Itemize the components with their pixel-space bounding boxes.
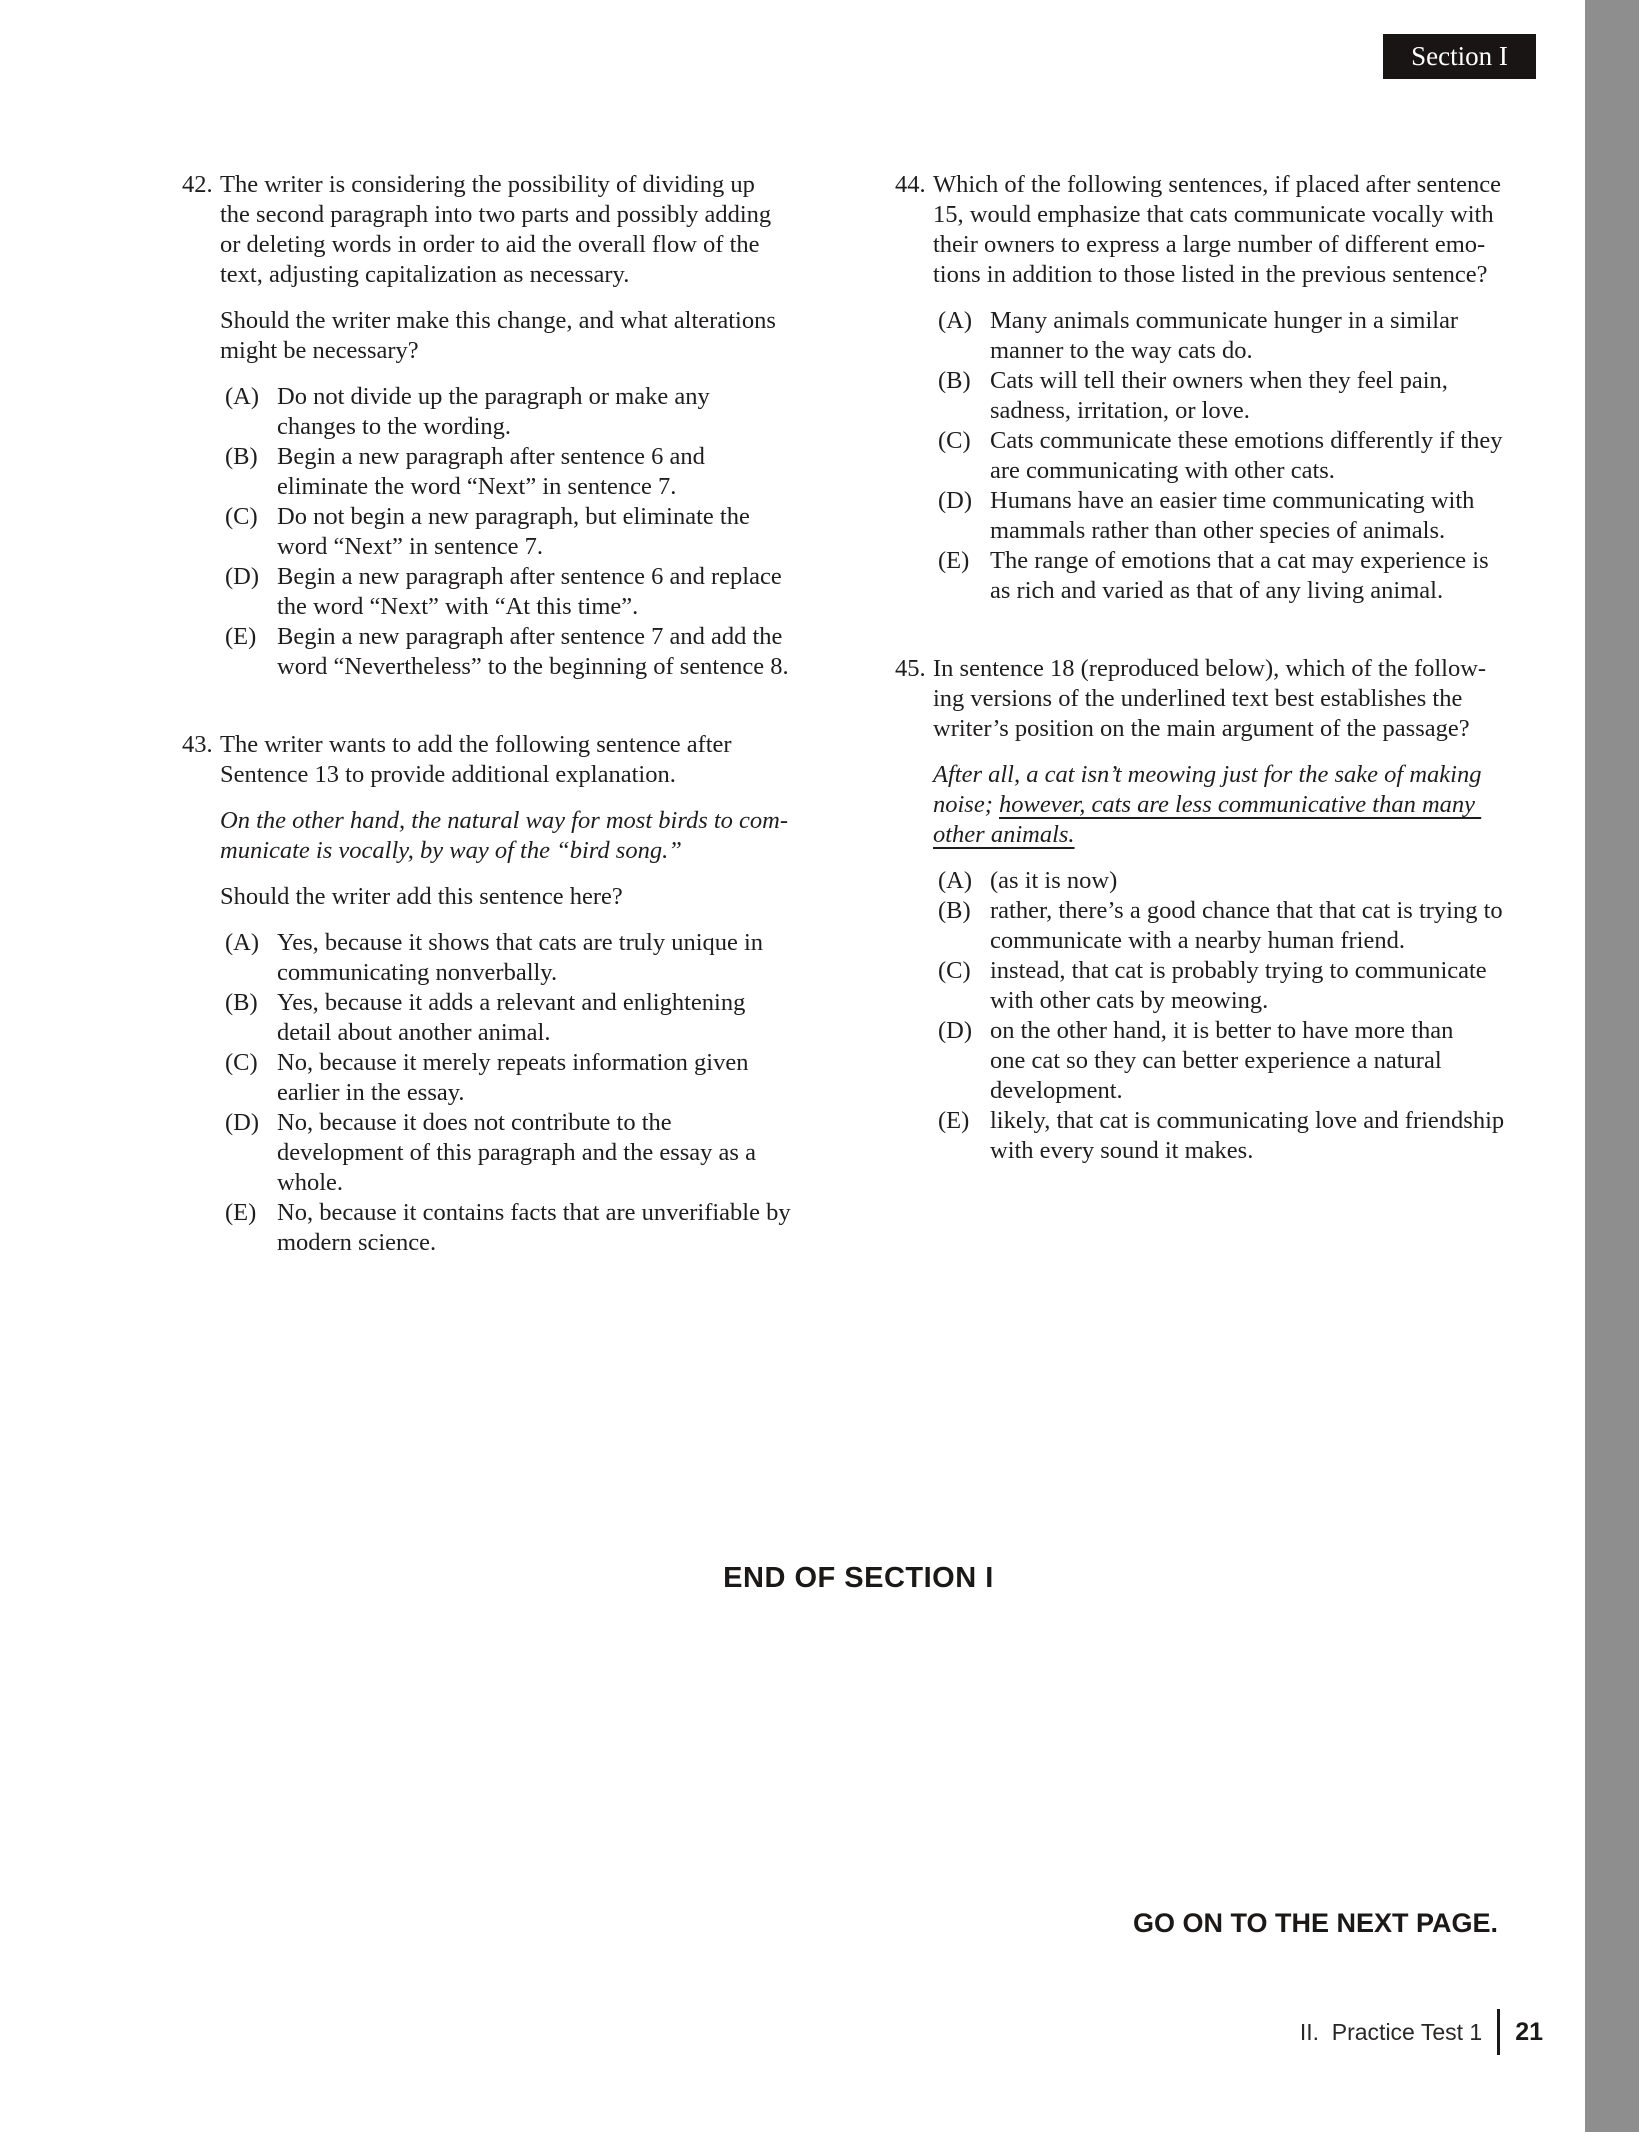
question-number: 42. xyxy=(182,171,213,198)
text-line xyxy=(933,820,1575,850)
question-43 xyxy=(182,730,822,1258)
option-text xyxy=(990,426,1575,486)
text-line xyxy=(220,836,822,866)
underlined-text: other animals. xyxy=(933,821,1075,848)
option-label: (B) xyxy=(938,367,971,394)
text-line: manner to the way cats do. xyxy=(990,337,1253,364)
text-line: Should the writer make this change, and what alterations xyxy=(220,307,776,334)
answer-options xyxy=(220,382,822,682)
quoted-sentence xyxy=(220,806,822,866)
option-label: (D) xyxy=(225,563,260,590)
option-text xyxy=(277,622,822,682)
answer-option xyxy=(220,382,822,442)
question-number: 44. xyxy=(895,171,926,198)
text-line: modern science. xyxy=(277,1229,437,1256)
question-prompt xyxy=(220,306,822,366)
answer-options xyxy=(933,866,1575,1166)
plain-text: noise; xyxy=(933,791,999,818)
end-of-section-note: END OF SECTION I xyxy=(723,1562,994,1594)
option-label: (A) xyxy=(938,307,973,334)
footer-book-title: II. Practice Test 1 xyxy=(1299,2018,1483,2045)
answer-option xyxy=(933,896,1575,956)
question-body xyxy=(933,654,1575,1166)
answer-option xyxy=(933,866,1575,896)
answer-option xyxy=(933,426,1575,486)
question-number: 43. xyxy=(182,731,213,758)
answer-option xyxy=(220,1198,822,1258)
option-text xyxy=(277,1108,822,1198)
plain-text: After all, a cat isn’t meowing just for the sake of making xyxy=(933,761,1482,788)
text-line: eliminate the word “Next” in sentence 7. xyxy=(277,473,677,500)
text-line: whole. xyxy=(277,1169,343,1196)
text-line: Do not begin a new paragraph, but eliminate the xyxy=(277,503,750,530)
question-body xyxy=(220,170,822,682)
text-line xyxy=(933,790,1575,820)
text-line: as rich and varied as that of any living animal. xyxy=(990,577,1444,604)
text-line: 15, would emphasize that cats communicate vocally with xyxy=(933,201,1494,228)
question-stem xyxy=(933,170,1575,290)
option-label: (E) xyxy=(225,623,257,650)
text-line: tions in addition to those listed in the previous sentence? xyxy=(933,261,1488,288)
option-text xyxy=(990,1106,1575,1166)
answer-option xyxy=(220,1108,822,1198)
option-text xyxy=(990,306,1575,366)
option-text xyxy=(990,366,1575,426)
text-line: word “Next” in sentence 7. xyxy=(277,533,543,560)
text-line: No, because it does not contribute to the xyxy=(277,1109,672,1136)
section-badge xyxy=(1383,34,1536,79)
question-body xyxy=(220,730,822,1258)
question-body xyxy=(933,170,1575,606)
text-line: ing versions of the underlined text best establishes the xyxy=(933,685,1463,712)
option-label: (E) xyxy=(938,547,970,574)
text-line: their owners to express a large number of different emo- xyxy=(933,231,1486,258)
option-label: (E) xyxy=(225,1199,257,1226)
answer-option xyxy=(933,1016,1575,1106)
page-footer xyxy=(1300,2008,1543,2056)
answer-option xyxy=(933,546,1575,606)
text-line: communicating nonverbally. xyxy=(277,959,558,986)
text-line: sadness, irritation, or love. xyxy=(990,397,1250,424)
answer-option xyxy=(933,366,1575,426)
option-text xyxy=(277,562,822,622)
option-label: (B) xyxy=(225,989,258,1016)
text-line: development of this paragraph and the essay as a xyxy=(277,1139,756,1166)
option-label: (D) xyxy=(225,1109,260,1136)
option-text xyxy=(277,442,822,502)
text-line: earlier in the essay. xyxy=(277,1079,465,1106)
answer-option xyxy=(220,928,822,988)
plain-text: On the other hand, the natural way for most birds to com- xyxy=(220,807,789,834)
section-badge-label: Section I xyxy=(1411,41,1508,71)
answer-option xyxy=(220,442,822,502)
text-line: or deleting words in order to aid the overall flow of the xyxy=(220,231,760,258)
question-42 xyxy=(182,170,822,682)
answer-option xyxy=(220,502,822,562)
option-text xyxy=(990,896,1575,956)
question-44 xyxy=(895,170,1575,606)
question-prompt xyxy=(220,882,822,912)
text-line: likely, that cat is communicating love and friendship xyxy=(990,1107,1505,1134)
text-line: are communicating with other cats. xyxy=(990,457,1335,484)
option-text xyxy=(990,486,1575,546)
question-number: 45. xyxy=(895,655,926,682)
text-line: word “Nevertheless” to the beginning of sentence 8. xyxy=(277,653,789,680)
text-line: Many animals communicate hunger in a similar xyxy=(990,307,1459,334)
text-line: Yes, because it shows that cats are truly unique in xyxy=(277,929,764,956)
text-line: (as it is now) xyxy=(990,867,1118,894)
underlined-text: however, cats are less communicative than many xyxy=(999,791,1482,818)
text-line xyxy=(220,806,822,836)
text-line: changes to the wording. xyxy=(277,413,512,440)
option-label: (D) xyxy=(938,1017,973,1044)
text-line: No, because it contains facts that are unverifiable by xyxy=(277,1199,791,1226)
text-line: The writer is considering the possibility of dividing up xyxy=(220,171,755,198)
text-line: Cats will tell their owners when they feel pain, xyxy=(990,367,1448,394)
option-text xyxy=(990,866,1575,896)
text-line: Do not divide up the paragraph or make any xyxy=(277,383,710,410)
answer-option xyxy=(933,486,1575,546)
text-line xyxy=(933,760,1575,790)
text-line: writer’s position on the main argument of the passage? xyxy=(933,715,1470,742)
text-line: Humans have an easier time communicating with xyxy=(990,487,1475,514)
text-line: In sentence 18 (reproduced below), which of the follow- xyxy=(933,655,1487,682)
option-label: (C) xyxy=(225,1049,258,1076)
text-line: one cat so they can better experience a natural xyxy=(990,1047,1442,1074)
answer-options xyxy=(220,928,822,1258)
option-label: (C) xyxy=(938,957,971,984)
text-line: Begin a new paragraph after sentence 7 and add the xyxy=(277,623,783,650)
option-label: (D) xyxy=(938,487,973,514)
text-line: mammals rather than other species of animals. xyxy=(990,517,1446,544)
text-line: text, adjusting capitalization as necessary. xyxy=(220,261,630,288)
text-line: The writer wants to add the following sentence after xyxy=(220,731,732,758)
option-text xyxy=(990,546,1575,606)
text-line: the second paragraph into two parts and possibly adding xyxy=(220,201,772,228)
option-text xyxy=(277,502,822,562)
option-label: (C) xyxy=(938,427,971,454)
text-line: The range of emotions that a cat may experience is xyxy=(990,547,1489,574)
left-column xyxy=(182,170,822,1258)
text-line: Should the writer add this sentence here? xyxy=(220,883,623,910)
text-line: No, because it merely repeats information given xyxy=(277,1049,749,1076)
text-line: on the other hand, it is better to have more than xyxy=(990,1017,1454,1044)
page-number: 21 xyxy=(1515,2017,1543,2046)
text-line: development. xyxy=(990,1077,1123,1104)
option-text xyxy=(990,956,1575,1016)
answer-option xyxy=(220,562,822,622)
text-line: the word “Next” with “At this time”. xyxy=(277,593,639,620)
text-line: with other cats by meowing. xyxy=(990,987,1269,1014)
answer-option xyxy=(220,1048,822,1108)
question-stem xyxy=(933,654,1575,744)
right-column xyxy=(895,170,1575,1166)
question-stem xyxy=(220,170,822,290)
text-line: Begin a new paragraph after sentence 6 and replace xyxy=(277,563,782,590)
option-text xyxy=(277,988,822,1048)
option-label: (A) xyxy=(938,867,973,894)
option-text xyxy=(277,1198,822,1258)
answer-option xyxy=(220,988,822,1048)
text-line: instead, that cat is probably trying to communicate xyxy=(990,957,1487,984)
option-text xyxy=(990,1016,1575,1106)
option-text xyxy=(277,382,822,442)
answer-option xyxy=(933,956,1575,1016)
plain-text: municate is vocally, by way of the “bird song.” xyxy=(220,837,682,864)
page-edge-bar xyxy=(1585,0,1639,2132)
question-45 xyxy=(895,654,1575,1166)
text-line: rather, there’s a good chance that that cat is trying to xyxy=(990,897,1503,924)
option-text xyxy=(277,1048,822,1108)
option-text xyxy=(277,928,822,988)
option-label: (C) xyxy=(225,503,258,530)
answer-option xyxy=(933,1106,1575,1166)
answer-option xyxy=(220,622,822,682)
text-line: Sentence 13 to provide additional explanation. xyxy=(220,761,676,788)
text-line: Cats communicate these emotions differently if they xyxy=(990,427,1503,454)
option-label: (B) xyxy=(225,443,258,470)
option-label: (B) xyxy=(938,897,971,924)
text-line: Which of the following sentences, if placed after sentence xyxy=(933,171,1502,198)
option-label: (A) xyxy=(225,383,260,410)
text-line: Begin a new paragraph after sentence 6 and xyxy=(277,443,705,470)
answer-option xyxy=(933,306,1575,366)
answer-options xyxy=(933,306,1575,606)
option-label: (E) xyxy=(938,1107,970,1134)
question-stem xyxy=(220,730,822,790)
quoted-sentence xyxy=(933,760,1575,850)
option-label: (A) xyxy=(225,929,260,956)
text-line: with every sound it makes. xyxy=(990,1137,1254,1164)
footer-divider xyxy=(1497,2009,1500,2055)
text-line: Yes, because it adds a relevant and enlightening xyxy=(277,989,746,1016)
text-line: communicate with a nearby human friend. xyxy=(990,927,1405,954)
text-line: detail about another animal. xyxy=(277,1019,551,1046)
text-line: might be necessary? xyxy=(220,337,419,364)
go-on-instruction: GO ON TO THE NEXT PAGE. xyxy=(1132,1908,1498,1938)
